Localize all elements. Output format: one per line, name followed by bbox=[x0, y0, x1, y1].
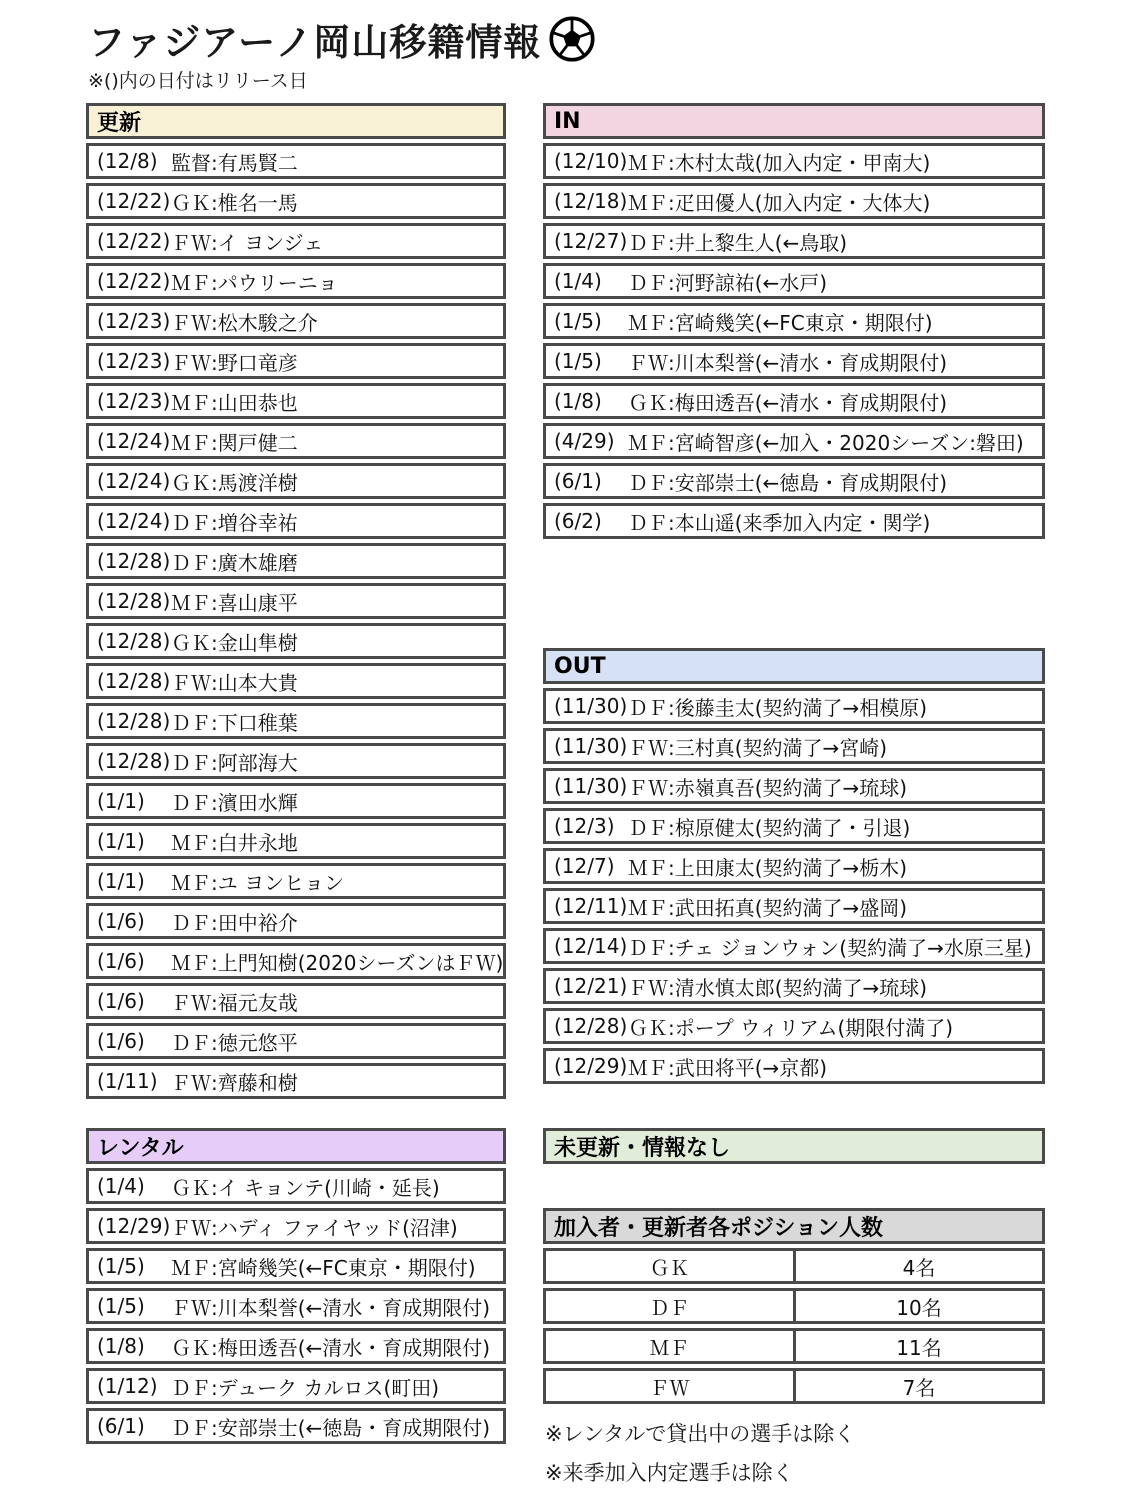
player-entry: ＤＦ:下口稚葉 bbox=[171, 710, 298, 735]
release-date: (6/1) bbox=[554, 469, 602, 493]
update-row bbox=[86, 263, 506, 299]
in-table-body bbox=[543, 143, 1045, 539]
update-row bbox=[86, 783, 506, 819]
release-date: (12/24) bbox=[97, 469, 171, 493]
out-row bbox=[543, 928, 1045, 964]
in-row bbox=[543, 503, 1045, 539]
release-date: (1/5) bbox=[97, 1294, 145, 1318]
position-count: 10名 bbox=[896, 1295, 942, 1320]
update-row bbox=[86, 423, 506, 459]
release-date: (12/28) bbox=[97, 749, 171, 773]
player-entry: ＧＫ:梅田透吾(←清水・育成期限付) bbox=[628, 390, 948, 415]
player-entry: ＭＦ:上田康太(契約満了→栃木) bbox=[628, 855, 908, 880]
out-row bbox=[543, 888, 1045, 924]
out-row bbox=[543, 1048, 1045, 1084]
update-row bbox=[86, 183, 506, 219]
position-count-table-body bbox=[543, 1248, 1045, 1404]
player-entry: ＭＦ:上門知樹(2020シーズンはＦＷ) bbox=[171, 950, 504, 975]
date-note: ※()内の日付はリリース日 bbox=[88, 70, 308, 92]
release-date: (11/30) bbox=[554, 774, 628, 798]
update-row bbox=[86, 823, 506, 859]
release-date: (1/5) bbox=[554, 349, 602, 373]
update-row bbox=[86, 743, 506, 779]
release-date: (12/21) bbox=[554, 974, 628, 998]
position-row bbox=[543, 1288, 1045, 1324]
release-date: (1/4) bbox=[554, 269, 602, 293]
release-date: (12/24) bbox=[97, 509, 171, 533]
player-entry: ＦＷ:イ ヨンジェ bbox=[171, 230, 324, 255]
player-entry: ＤＦ:河野諒祐(←水戸) bbox=[628, 270, 828, 295]
release-date: (1/1) bbox=[97, 829, 145, 853]
release-date: (12/22) bbox=[97, 269, 171, 293]
update-row bbox=[86, 1063, 506, 1099]
release-date: (12/10) bbox=[554, 149, 628, 173]
release-date: (1/1) bbox=[97, 789, 145, 813]
release-date: (1/4) bbox=[97, 1174, 145, 1198]
in-row bbox=[543, 423, 1045, 459]
player-entry: ＦＷ:清水慎太郎(契約満了→琉球) bbox=[628, 975, 928, 1000]
update-row bbox=[86, 463, 506, 499]
release-date: (12/29) bbox=[97, 1214, 171, 1238]
position-label: ＭＦ bbox=[546, 1331, 796, 1361]
player-entry: ＦＷ:野口竜彦 bbox=[171, 350, 298, 375]
in-table-header: IN bbox=[543, 103, 1045, 139]
player-entry: ＦＷ:齊藤和樹 bbox=[171, 1070, 298, 1095]
release-date: (12/22) bbox=[97, 229, 171, 253]
out-table-header: OUT bbox=[543, 648, 1045, 684]
position-count: 11名 bbox=[896, 1335, 942, 1360]
release-date: (11/30) bbox=[554, 734, 628, 758]
out-table bbox=[543, 648, 1045, 1088]
player-entry: ＭＦ:ユ ヨンヒョン bbox=[171, 870, 345, 895]
in-row bbox=[543, 223, 1045, 259]
player-entry: ＭＦ:喜山康平 bbox=[171, 590, 298, 615]
release-date: (12/27) bbox=[554, 229, 628, 253]
player-entry: ＤＦ:阿部海大 bbox=[171, 750, 298, 775]
player-entry: ＭＦ:宮崎幾笑(←FC東京・期限付) bbox=[171, 1255, 476, 1280]
update-row bbox=[86, 543, 506, 579]
player-entry: ＭＦ:木村太哉(加入内定・甲南大) bbox=[628, 150, 931, 175]
release-date: (1/6) bbox=[97, 949, 145, 973]
player-entry: 監督:有馬賢二 bbox=[171, 150, 298, 175]
out-row bbox=[543, 968, 1045, 1004]
release-date: (1/6) bbox=[97, 909, 145, 933]
update-row bbox=[86, 503, 506, 539]
position-count-table-header: 加入者・更新者各ポジション人数 bbox=[543, 1208, 1045, 1244]
release-date: (12/23) bbox=[97, 309, 171, 333]
player-entry: ＤＦ:井上黎生人(←鳥取) bbox=[628, 230, 848, 255]
player-entry: ＧＫ:金山隼樹 bbox=[171, 630, 298, 655]
release-date: (1/12) bbox=[97, 1374, 158, 1398]
out-row bbox=[543, 728, 1045, 764]
update-row bbox=[86, 303, 506, 339]
player-entry: ＤＦ:増谷幸祐 bbox=[171, 510, 298, 535]
update-row bbox=[86, 223, 506, 259]
rental-row bbox=[86, 1408, 506, 1444]
release-date: (12/28) bbox=[554, 1014, 628, 1038]
player-entry: ＤＦ:濱田水輝 bbox=[171, 790, 298, 815]
release-date: (1/8) bbox=[97, 1334, 145, 1358]
player-entry: ＭＦ:パウリーニョ bbox=[171, 270, 338, 295]
player-entry: ＧＫ:ポープ ウィリアム(期限付満了) bbox=[628, 1015, 954, 1040]
nochange-table-header: 未更新・情報なし bbox=[543, 1128, 1045, 1164]
page-title: ファジアーノ岡山移籍情報 bbox=[88, 21, 542, 64]
in-table bbox=[543, 103, 1045, 543]
update-table-header: 更新 bbox=[86, 103, 506, 139]
position-label: ＦＷ bbox=[546, 1371, 796, 1401]
player-entry: ＧＫ:椎名一馬 bbox=[171, 190, 298, 215]
update-row bbox=[86, 863, 506, 899]
release-date: (12/3) bbox=[554, 814, 615, 838]
in-row bbox=[543, 463, 1045, 499]
footnote-next-season-excluded: ※来季加入内定選手は除く bbox=[545, 1461, 794, 1485]
release-date: (11/30) bbox=[554, 694, 628, 718]
rental-table bbox=[86, 1128, 506, 1448]
player-entry: ＭＦ:武田拓真(契約満了→盛岡) bbox=[628, 895, 908, 920]
out-row bbox=[543, 848, 1045, 884]
out-row bbox=[543, 688, 1045, 724]
position-label: ＧＫ bbox=[546, 1251, 796, 1281]
release-date: (12/28) bbox=[97, 629, 171, 653]
position-count: 7名 bbox=[902, 1375, 936, 1400]
in-row bbox=[543, 263, 1045, 299]
position-row bbox=[543, 1328, 1045, 1364]
release-date: (12/11) bbox=[554, 894, 628, 918]
player-entry: ＦＷ:川本梨誉(←清水・育成期限付) bbox=[171, 1295, 491, 1320]
release-date: (1/1) bbox=[97, 869, 145, 893]
out-table-body bbox=[543, 688, 1045, 1084]
release-date: (12/8) bbox=[97, 149, 158, 173]
out-row bbox=[543, 808, 1045, 844]
rental-row bbox=[86, 1288, 506, 1324]
release-date: (12/28) bbox=[97, 709, 171, 733]
in-row bbox=[543, 383, 1045, 419]
rental-row bbox=[86, 1328, 506, 1364]
release-date: (12/24) bbox=[97, 429, 171, 453]
update-row bbox=[86, 903, 506, 939]
player-entry: ＤＦ:チェ ジョンウォン(契約満了→水原三星) bbox=[628, 935, 1032, 960]
in-row bbox=[543, 143, 1045, 179]
nochange-table bbox=[543, 1128, 1045, 1168]
update-row bbox=[86, 143, 506, 179]
player-entry: ＤＦ:本山遥(来季加入内定・関学) bbox=[628, 510, 931, 535]
rental-row bbox=[86, 1168, 506, 1204]
position-row bbox=[543, 1368, 1045, 1404]
soccer-ball-icon bbox=[549, 16, 595, 62]
player-entry: ＤＦ:椋原健太(契約満了・引退) bbox=[628, 815, 911, 840]
release-date: (12/7) bbox=[554, 854, 615, 878]
player-entry: ＭＦ:山田恭也 bbox=[171, 390, 298, 415]
player-entry: ＤＦ:後藤圭太(契約満了→相模原) bbox=[628, 695, 928, 720]
player-entry: ＦＷ:川本梨誉(←清水・育成期限付) bbox=[628, 350, 948, 375]
player-entry: ＦＷ:山本大貴 bbox=[171, 670, 298, 695]
release-date: (12/28) bbox=[97, 589, 171, 613]
position-count-table bbox=[543, 1208, 1045, 1408]
player-entry: ＦＷ:福元友哉 bbox=[171, 990, 298, 1015]
release-date: (1/6) bbox=[97, 989, 145, 1013]
player-entry: ＤＦ:安部崇士(←徳島・育成期限付) bbox=[628, 470, 948, 495]
player-entry: ＤＦ:徳元悠平 bbox=[171, 1030, 298, 1055]
player-entry: ＦＷ:ハディ ファイヤッド(沼津) bbox=[171, 1215, 458, 1240]
update-row bbox=[86, 663, 506, 699]
release-date: (4/29) bbox=[554, 429, 615, 453]
update-row bbox=[86, 383, 506, 419]
release-date: (1/11) bbox=[97, 1069, 158, 1093]
release-date: (1/5) bbox=[554, 309, 602, 333]
update-row bbox=[86, 1023, 506, 1059]
player-entry: ＭＦ:武田将平(→京都) bbox=[628, 1055, 828, 1080]
update-table bbox=[86, 103, 506, 1103]
position-row bbox=[543, 1248, 1045, 1284]
update-row bbox=[86, 943, 506, 979]
in-row bbox=[543, 343, 1045, 379]
player-entry: ＭＦ:疋田優人(加入内定・大体大) bbox=[628, 190, 931, 215]
player-entry: ＭＦ:関戸健二 bbox=[171, 430, 298, 455]
release-date: (12/23) bbox=[97, 349, 171, 373]
rental-table-body bbox=[86, 1168, 506, 1444]
player-entry: ＭＦ:白井永地 bbox=[171, 830, 298, 855]
page-title-row bbox=[88, 12, 595, 66]
release-date: (6/1) bbox=[97, 1414, 145, 1438]
update-row bbox=[86, 983, 506, 1019]
player-entry: ＧＫ:馬渡洋樹 bbox=[171, 470, 298, 495]
player-entry: ＭＦ:宮崎幾笑(←FC東京・期限付) bbox=[628, 310, 933, 335]
player-entry: ＦＷ:松木駿之介 bbox=[171, 310, 318, 335]
rental-row bbox=[86, 1368, 506, 1404]
release-date: (6/2) bbox=[554, 509, 602, 533]
release-date: (12/18) bbox=[554, 189, 628, 213]
player-entry: ＤＦ:田中裕介 bbox=[171, 910, 298, 935]
player-entry: ＤＦ:安部崇士(←徳島・育成期限付) bbox=[171, 1415, 491, 1440]
release-date: (12/29) bbox=[554, 1054, 628, 1078]
player-entry: ＧＫ:梅田透吾(←清水・育成期限付) bbox=[171, 1335, 491, 1360]
player-entry: ＧＫ:イ キョンテ(川崎・延長) bbox=[171, 1175, 440, 1200]
update-row bbox=[86, 583, 506, 619]
update-row bbox=[86, 703, 506, 739]
player-entry: ＭＦ:宮崎智彦(←加入・2020シーズン:磐田) bbox=[628, 430, 1024, 455]
release-date: (12/28) bbox=[97, 669, 171, 693]
rental-table-header: レンタル bbox=[86, 1128, 506, 1164]
player-entry: ＦＷ:三村真(契約満了→宮崎) bbox=[628, 735, 888, 760]
release-date: (12/22) bbox=[97, 189, 171, 213]
position-label: ＤＦ bbox=[546, 1291, 796, 1321]
in-row bbox=[543, 303, 1045, 339]
update-row bbox=[86, 623, 506, 659]
release-date: (12/23) bbox=[97, 389, 171, 413]
rental-row bbox=[86, 1208, 506, 1244]
release-date: (12/28) bbox=[97, 549, 171, 573]
position-count: 4名 bbox=[902, 1255, 936, 1280]
release-date: (1/8) bbox=[554, 389, 602, 413]
rental-row bbox=[86, 1248, 506, 1284]
player-entry: ＤＦ:デューク カルロス(町田) bbox=[171, 1375, 440, 1400]
update-row bbox=[86, 343, 506, 379]
player-entry: ＤＦ:廣木雄磨 bbox=[171, 550, 298, 575]
out-row bbox=[543, 1008, 1045, 1044]
release-date: (1/6) bbox=[97, 1029, 145, 1053]
out-row bbox=[543, 768, 1045, 804]
footnote-rental-excluded: ※レンタルで貸出中の選手は除く bbox=[545, 1422, 856, 1446]
update-table-body bbox=[86, 143, 506, 1099]
in-row bbox=[543, 183, 1045, 219]
release-date: (1/5) bbox=[97, 1254, 145, 1278]
player-entry: ＦＷ:赤嶺真吾(契約満了→琉球) bbox=[628, 775, 908, 800]
release-date: (12/14) bbox=[554, 934, 628, 958]
